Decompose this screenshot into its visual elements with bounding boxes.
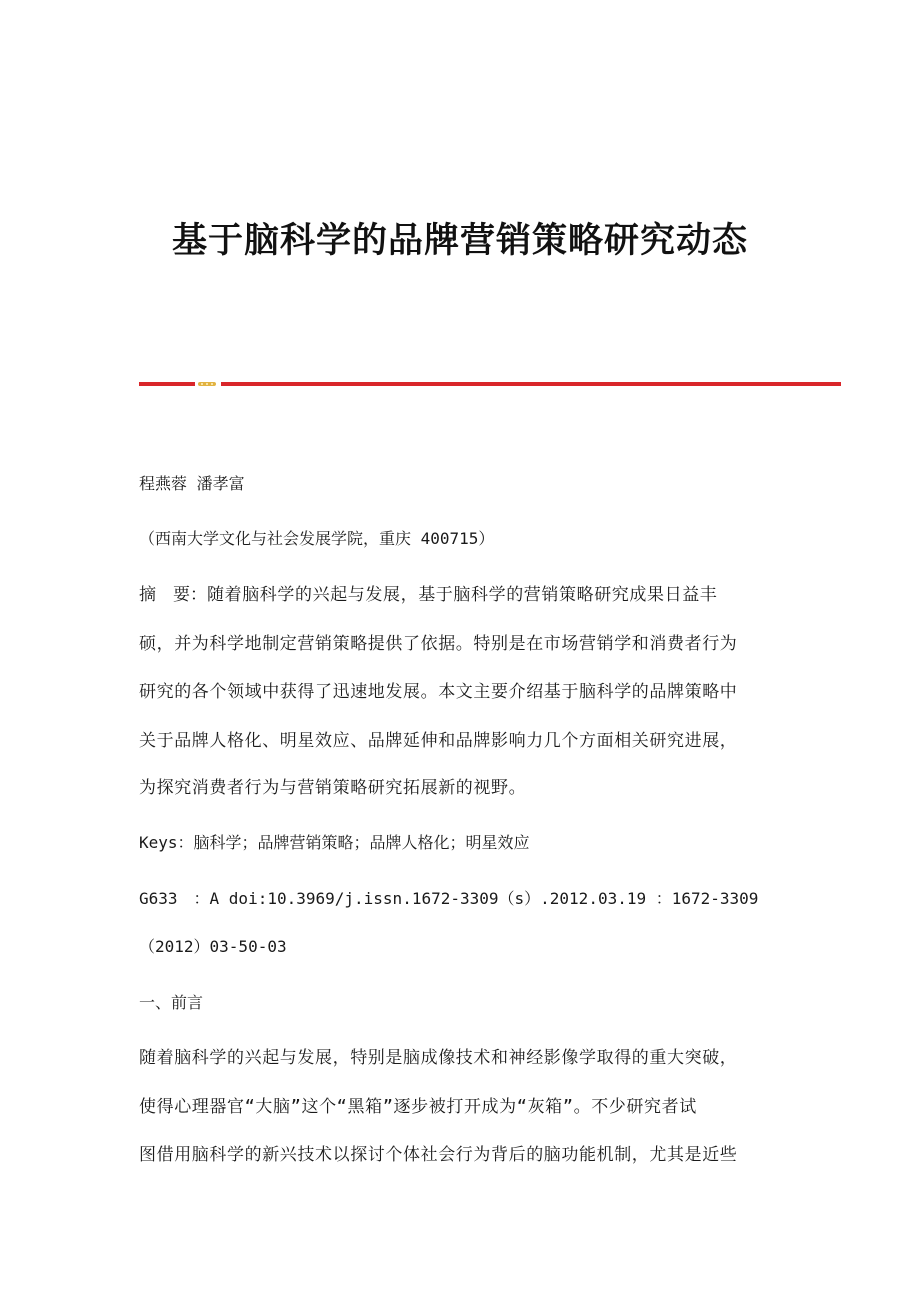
affiliation: （西南大学文化与社会发展学院，重庆 400715） xyxy=(139,529,495,548)
authors: 程燕蓉 潘孝富 xyxy=(139,474,245,493)
classification-line-2: （2012）03-50-03 xyxy=(139,937,287,956)
section-heading: 一、前言 xyxy=(139,993,204,1012)
abstract-text: 随着脑科学的兴起与发展，基于脑科学的营销策略研究成果日益丰 xyxy=(207,585,718,605)
paragraph-line: 使得心理器官“大脑”这个“黑箱”逐步被打开成为“灰箱”。不少研究者试 xyxy=(139,1097,697,1117)
divider-left-segment xyxy=(139,382,195,386)
abstract-line: 为探究消费者行为与营销策略研究拓展新的视野。 xyxy=(139,778,527,798)
classification-line-1: G633 ：A doi:10.3969/j.issn.1672-3309（s）.2012.03.19 ：1672-3309 xyxy=(139,889,759,908)
abstract-line: 关于品牌人格化、明星效应、品牌延伸和品牌影响力几个方面相关研究进展， xyxy=(139,731,738,751)
abstract-line: 硕，并为科学地制定营销策略提供了依据。特别是在市场营销学和消费者行为 xyxy=(139,634,738,654)
paragraph-line: 随着脑科学的兴起与发展，特别是脑成像技术和神经影像学取得的重大突破， xyxy=(139,1048,738,1068)
title-divider xyxy=(139,381,841,387)
abstract-label: 摘 要： xyxy=(139,585,207,605)
divider-ornament-icon xyxy=(197,381,217,387)
divider-right-segment xyxy=(221,382,841,386)
paragraph-line: 图借用脑科学的新兴技术以探讨个体社会行为背后的脑功能机制，尤其是近些 xyxy=(139,1145,738,1165)
abstract-line xyxy=(139,583,779,607)
abstract-line: 研究的各个领域中获得了迅速地发展。本文主要介绍基于脑科学的品牌策略中 xyxy=(139,682,738,702)
paper-title: 基于脑科学的品牌营销策略研究动态 xyxy=(171,220,748,261)
keywords: Keys：脑科学；品牌营销策略；品牌人格化；明星效应 xyxy=(139,833,530,852)
